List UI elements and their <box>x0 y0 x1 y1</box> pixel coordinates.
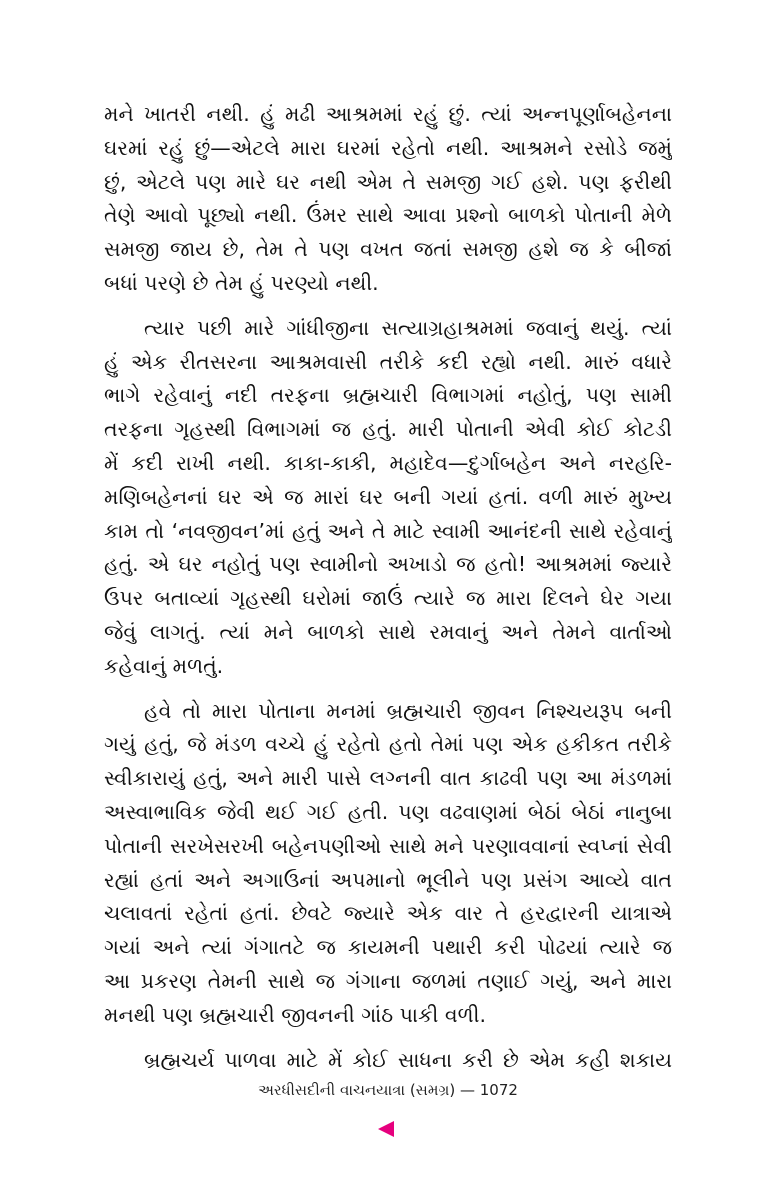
text-line: ઉપર બતાવ્યાં ગૃહસ્થી ઘરોમાં જાઉં ત્યારે જ મારા દિલને ઘેર ગયા <box>104 586 672 611</box>
text-line: હતું. એ ઘર નહોતું પણ સ્વામીનો અખાડો જ હતો! આશ્રમમાં જ્યારે <box>104 552 672 577</box>
text-line: તરફના ગૃહસ્થી વિભાગમાં જ હતું. મારી પોતાની એવી કોઈ કોટડી <box>104 417 672 442</box>
text-line: મનથી પણ બ્રહ્મચારી જીવનની ગાંઠ પાકી વળી. <box>104 1002 486 1027</box>
text-line: હવે તો મારા પોતાના મનમાં બ્રહ્મચારી જીવન નિશ્ચયરૂપ બની <box>144 698 672 723</box>
text-line: સમજી જાય છે, તેમ તે પણ વખત જતાં સમજી હશે જ કે બીજાં <box>104 237 672 262</box>
text-line: અસ્વાભાવિક જેવી થઈ ગઈ હતી. પણ વઢવાણમાં બેઠાં બેઠાં નાનુબા <box>104 799 672 824</box>
paragraph <box>104 1044 672 1078</box>
text-line: છું, એટલે પણ મારે ઘર નથી એમ તે સમજી ગઈ હશે. પણ ફરીથી <box>104 169 672 194</box>
text-line: આ પ્રકરણ તેમની સાથે જ ગંગાના જળમાં તણાઈ ગયું, અને મારા <box>104 968 672 993</box>
text-line: ગયાં અને ત્યાં ગંગાતટે જ કાયમની પથારી કરી પોઢયાં ત્યારે જ <box>104 935 672 960</box>
page-body <box>104 98 672 1088</box>
text-line: સ્વીકારાયું હતું, અને મારી પાસે લગ્નની વાત કાઢવી પણ આ મંડળમાં <box>104 766 672 791</box>
text-line: ઘરમાં રહું છું—એટલે મારા ઘરમાં રહેતો નથી. આશ્રમને રસોડે જમું <box>104 135 672 160</box>
text-line: ચલાવતાં રહેતાં હતાં. છેવટે જ્યારે એક વાર તે હરદ્વારની યાત્રાએ <box>104 901 672 926</box>
text-line: જેવું લાગતું. ત્યાં મને બાળકો સાથે રમવાનું અને તેમને વાર્તાઓ <box>104 619 672 644</box>
text-line: કહેવાનું મળતું. <box>104 653 224 678</box>
text-line: મેં કદી રાખી નથી. કાકા-કાકી, મહાદેવ—દુર્ગાબહેન અને નરહરિ- <box>104 450 672 475</box>
text-line: ભાગે રહેવાનું નદી તરફના બ્રહ્મચારી વિભાગમાં નહોતું, પણ સામી <box>104 383 672 408</box>
paragraph <box>104 98 672 301</box>
text-line: તેણે આવો પૂછ્યો નથી. ઉંમર સાથે આવા પ્રશ્નો બાળકો પોતાની મેળે <box>104 203 672 228</box>
text-line: બધાં પરણે છે તેમ હું પરણ્યો નથી. <box>104 270 379 295</box>
text-line: રહ્યાં હતાં અને અગાઉનાં અપમાનો ભૂલીને પણ પ્રસંગ આવ્યે વાત <box>104 867 672 892</box>
text-line: મણિબહેનનાં ઘર એ જ મારાં ઘર બની ગયાં હતાં. વળી મારું મુખ્ય <box>104 484 672 509</box>
previous-page-arrow-icon[interactable] <box>378 1121 394 1137</box>
text-line: ત્યાર પછી મારે ગાંધીજીના સત્યાગ્રહાશ્રમમાં જવાનું થયું. ત્યાં <box>144 315 672 340</box>
paragraph <box>104 312 672 684</box>
text-line: કામ તો ‘નવજીવન’માં હતું અને તે માટે સ્વામી આનંદની સાથે રહેવાનું <box>104 518 672 543</box>
text-line: ગયું હતું, જે મંડળ વચ્ચે હું રહેતો હતો તેમાં પણ એક હકીકત તરીકે <box>104 732 672 757</box>
text-line: હું એક રીતસરના આશ્રમવાસી તરીકે કદી રહ્યો નથી. મારું વધારે <box>104 349 672 374</box>
text-line: પોતાની સરખેસરખી બહેનપણીઓ સાથે મને પરણાવવાનાં સ્વપ્નાં સેવી <box>104 833 672 858</box>
page-footer: અરધીસદીની વાચનયાત્રા (સમગ્ર) — 1072 <box>258 1081 518 1099</box>
text-line: બ્રહ્મચર્ય પાળવા માટે મેં કોઈ સાધના કરી છે એમ કહી શકાય <box>144 1047 672 1072</box>
text-line: મને ખાતરી નથી. હું મઢી આશ્રમમાં રહું છું. ત્યાં અન્નપૂર્ણાબહેનના <box>104 102 672 126</box>
paragraph <box>104 695 672 1033</box>
